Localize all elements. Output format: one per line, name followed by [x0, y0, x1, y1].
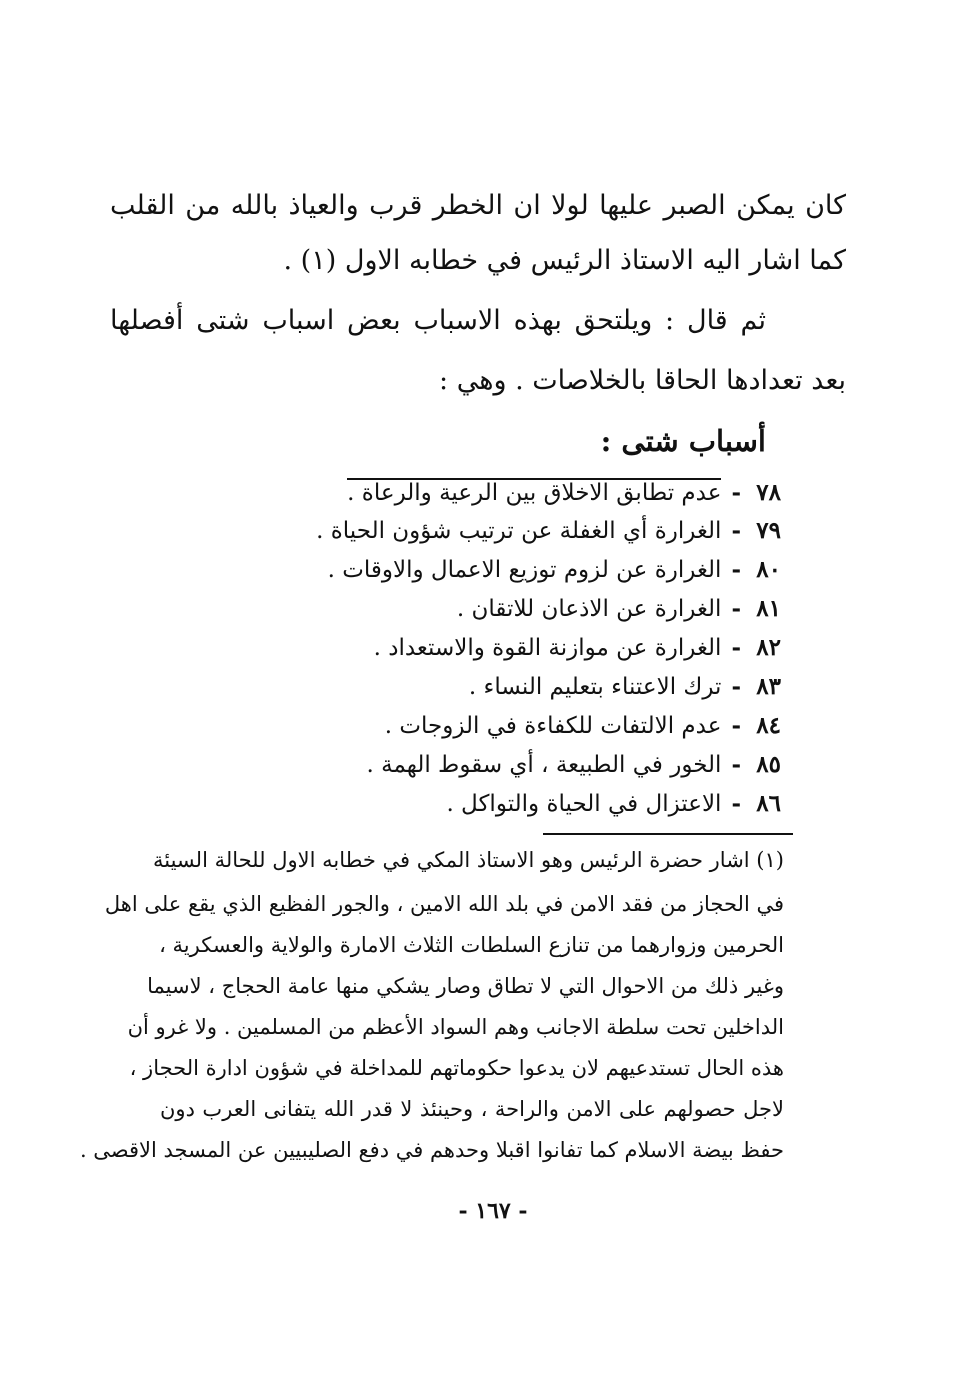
body-line-4: بعد تعدادها الحاقا بالخلاصات . وهي :: [439, 365, 846, 396]
footnote-line-5: الداخلين تحت سلطة الاجانب وهم السواد الأعظم من المسلمين . ولا غرو أن: [127, 1015, 784, 1039]
section-heading: أسباب شتى :: [600, 424, 766, 458]
footnote-line-1: (١) اشار حضرة الرئيس وهو الاستاذ المكي في خطابه الاول للحالة السيئة: [153, 848, 784, 872]
item-dash: -: [731, 517, 741, 544]
item-number: ٨٤: [756, 712, 781, 739]
footnote-line-3: الحرمين وزوارهما من تنازع السلطات الثلاث الامارة والولاية والعسكرية ،: [159, 933, 784, 957]
list-item: [221, 712, 781, 751]
footnote-divider: [543, 833, 793, 835]
footnote-line-7: لاجل حصولهم على الامن والراحة ، وحينئذ لا قدر الله يتفانى العرب دون: [160, 1097, 784, 1121]
item-text: الخور في الطبيعة ، أي سقوط الهمة .: [366, 752, 722, 778]
list-item: [221, 556, 781, 595]
body-line-3: ثم قال : ويلتحق بهذه الاسباب بعض اسباب شتى أفصلها: [110, 305, 766, 336]
item-dash: -: [731, 751, 741, 778]
item-dash: -: [731, 595, 741, 622]
item-text: الغرارة عن موازنة القوة والاستعداد .: [373, 635, 722, 661]
item-text: الاعتزال في الحياة والتواكل .: [446, 791, 722, 817]
item-text: الغرارة أي الغفلة عن ترتيب شؤون الحياة .: [316, 518, 722, 544]
item-dash: -: [731, 479, 741, 506]
list-item: [221, 595, 781, 634]
list-item: [221, 751, 781, 790]
list-item: [221, 790, 781, 829]
item-dash: -: [731, 556, 741, 583]
causes-list: [221, 478, 781, 829]
item-number: ٨٢: [756, 634, 781, 661]
body-line-2: كما اشار اليه الاستاذ الرئيس في خطابه الاول (١) .: [283, 245, 846, 276]
footnote-line-4: وغير ذلك من الاحوال التي لا تطاق وصار يشكي منها عامة الحجاج ، لاسيما: [147, 974, 784, 998]
item-number: ٨٥: [756, 751, 781, 778]
item-number: ٨٠: [756, 556, 781, 583]
item-number: ٧٨: [756, 479, 781, 506]
item-dash: -: [731, 790, 741, 817]
item-number: ٨١: [756, 595, 781, 622]
item-dash: -: [731, 712, 741, 739]
item-text: الغرارة عن لزوم توزيع الاعمال والاوقات .: [327, 557, 722, 583]
footnote-line-6: هذه الحال تستدعيهم لان يدعوا حكوماتهم للمداخلة في شؤون ادارة الحجاز ،: [129, 1056, 784, 1080]
item-text: عدم الالتفات للكفاءة في الزوجات .: [384, 713, 722, 739]
body-line-1: كان يمكن الصبر عليها لولا ان الخطر قرب والعياذ بالله من القلب: [110, 190, 846, 221]
list-item: [221, 673, 781, 712]
item-dash: -: [731, 634, 741, 661]
footnote-line-8: حفظ بيضة الاسلام كما تفانوا اقبلا وحدهم في دفع الصليبيين عن المسجد الاقصى .: [79, 1138, 784, 1162]
item-text: الغرارة عن الاذعان للاتقان .: [456, 596, 722, 622]
item-number: ٨٣: [756, 673, 781, 700]
item-text: عدم تطابق الاخلاق بين الرعية والرعاة .: [347, 480, 722, 506]
list-item: [221, 634, 781, 673]
list-item: [221, 478, 781, 517]
item-number: ٨٦: [756, 790, 781, 817]
footnote-line-2: في الحجاز من فقد الامن في بلد الله الامين ، والجور الفظيع الذي يقع على اهل: [104, 892, 784, 916]
list-item: [221, 517, 781, 556]
item-dash: -: [731, 673, 741, 700]
page-number: - ١٦٧ -: [458, 1198, 528, 1224]
item-number: ٧٩: [756, 517, 781, 544]
item-text: ترك الاعتناء بتعليم النساء .: [468, 674, 722, 700]
